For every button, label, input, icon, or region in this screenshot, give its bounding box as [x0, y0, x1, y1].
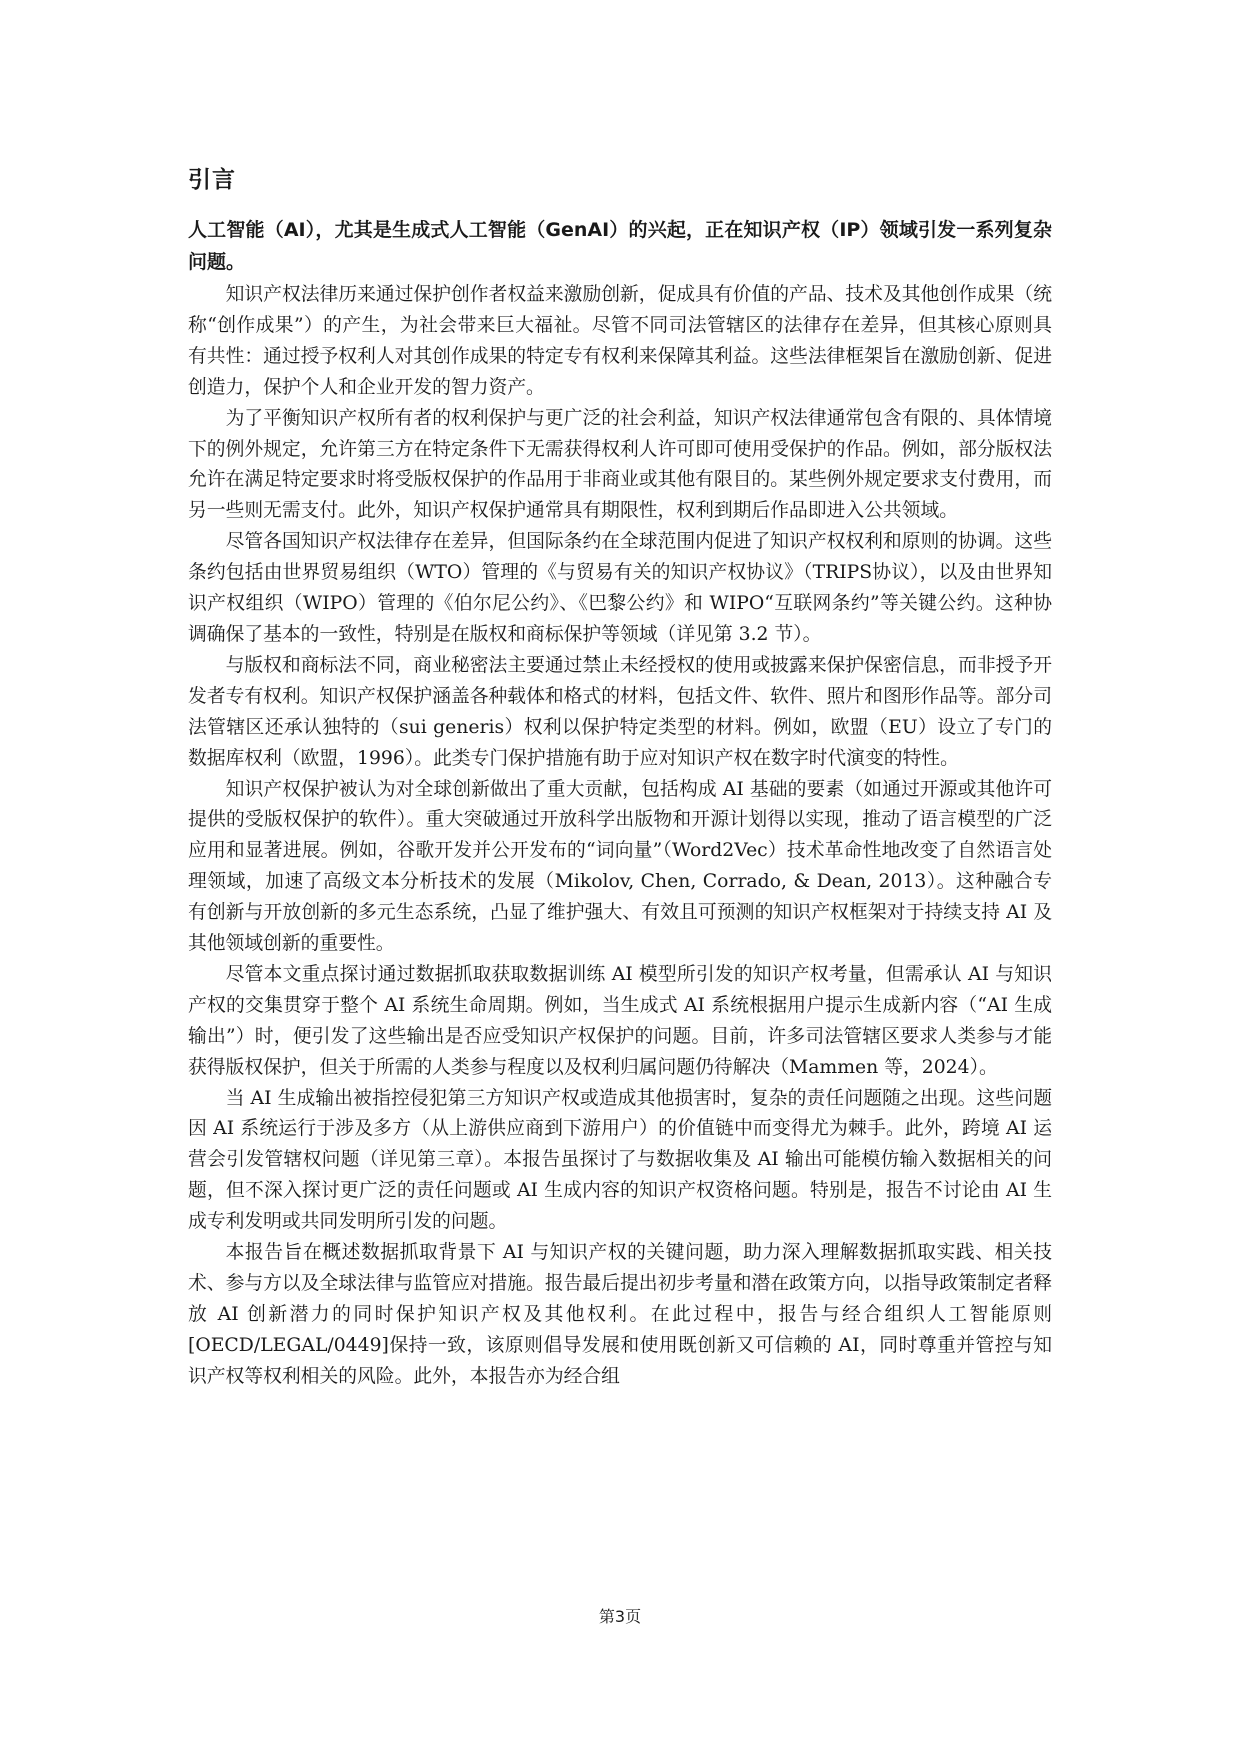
lead-paragraph: 人工智能（AI），尤其是生成式人工智能（GenAI）的兴起，正在知识产权（IP）领域引发一系列复杂问题。 [188, 219, 1052, 273]
body-paragraph-7: 当 AI 生成输出被指控侵犯第三方知识产权或造成其他损害时，复杂的责任问题随之出现。这些问题因 AI 系统运行于涉及多方（从上游供应商到下游用户）的价值链中而变得尤为棘手。此外，跨境 AI 运营会引发管辖权问题（详见第三章）。本报告虽探讨了与数据收集及 AI 输出可能模仿输入数据相关的问题，但不深入探讨更广泛的责任问题或 AI 生成内容的知识产权资格问题。特别是，报告不讨论由 AI 生成专利发明或共同发明所引发的问题。 [188, 1087, 1052, 1233]
body-paragraph-2: 为了平衡知识产权所有者的权利保护与更广泛的社会利益，知识产权法律通常包含有限的、具体情境下的例外规定，允许第三方在特定条件下无需获得权利人许可即可使用受保护的作品。例如，部分版权法允许在满足特定要求时将受版权保护的作品用于非商业或其他有限目的。某些例外规定要求支付费用，而另一些则无需支付。此外，知识产权保护通常具有期限性，权利到期后作品即进入公共领域。 [188, 407, 1052, 522]
body-paragraph-4: 与版权和商标法不同，商业秘密法主要通过禁止未经授权的使用或披露来保护保密信息，而非授予开发者专有权利。知识产权保护涵盖各种载体和格式的材料，包括文件、软件、照片和图形作品等。部分司法管辖区还承认独特的（sui generis）权利以保护特定类型的材料。例如，欧盟（EU）设立了专门的数据库权利（欧盟，1996）。此类专门保护措施有助于应对知识产权在数字时代演变的特性。 [188, 654, 1052, 769]
body-paragraph-1: 知识产权法律历来通过保护创作者权益来激励创新，促成具有价值的产品、技术及其他创作成果（统称“创作成果”）的产生，为社会带来巨大福祉。尽管不同司法管辖区的法律存在差异，但其核心原则具有共性：通过授予权利人对其创作成果的特定专有权利来保障其利益。这些法律框架旨在激励创新、促进创造力，保护个人和企业开发的智力资产。 [188, 284, 1052, 398]
body-paragraph-5: 知识产权保护被认为对全球创新做出了重大贡献，包括构成 AI 基础的要素（如通过开源或其他许可提供的受版权保护的软件）。重大突破通过开放科学出版物和开源计划得以实现，推动了语言模型的广泛应用和显著进展。例如，谷歌开发并公开发布的“词向量”（Word2Vec）技术革命性地改变了自然语言处理领域，加速了高级文本分析技术的发展（Mikolov, Chen, Corrado, & Dean, 2013）。这种融合专有创新与开放创新的多元生态系统，凸显了维护强大、有效且可预测的知识产权框架对于持续支持 AI 及其他领域创新的重要性。 [188, 778, 1052, 955]
body-paragraph-6: 尽管本文重点探讨通过数据抓取获取数据训练 AI 模型所引发的知识产权考量，但需承认 AI 与知识产权的交集贯穿于整个 AI 系统生命周期。例如，当生成式 AI 系统根据用户提示生成新内容（“AI 生成输出”）时，便引发了这些输出是否应受知识产权保护的问题。目前，许多司法管辖区要求人类参与才能获得版权保护，但关于所需的人类参与程度以及权利归属问题仍待解决（Mammen 等，2024）。 [188, 963, 1052, 1078]
body-paragraph-3: 尽管各国知识产权法律存在差异，但国际条约在全球范围内促进了知识产权权利和原则的协调。这些条约包括由世界贸易组织（WTO）管理的《与贸易有关的知识产权协议》（TRIPS协议），以及由世界知识产权组织（WIPO）管理的《伯尔尼公约》、《巴黎公约》和 WIPO“互联网条约”等关键公约。这种协调确保了基本的一致性，特别是在版权和商标保护等领域（详见第 3.2 节）。 [188, 531, 1052, 645]
body-paragraph-8: 本报告旨在概述数据抓取背景下 AI 与知识产权的关键问题，助力深入理解数据抓取实践、相关技术、参与方以及全球法律与监管应对措施。报告最后提出初步考量和潜在政策方向，以指导政策制定者释放 AI 创新潜力的同时保护知识产权及其他权利。在此过程中，报告与经合组织人工智能原则[OECD/LEGAL/0449]保持一致，该原则倡导发展和使用既创新又可信赖的 AI，同时尊重并管控与知识产权等权利相关的风险。此外，本报告亦为经合组 [188, 1242, 1052, 1387]
section-heading: 引言 [188, 167, 236, 193]
page-content [188, 164, 1052, 1393]
page-number: 第3页 [598, 1607, 642, 1626]
